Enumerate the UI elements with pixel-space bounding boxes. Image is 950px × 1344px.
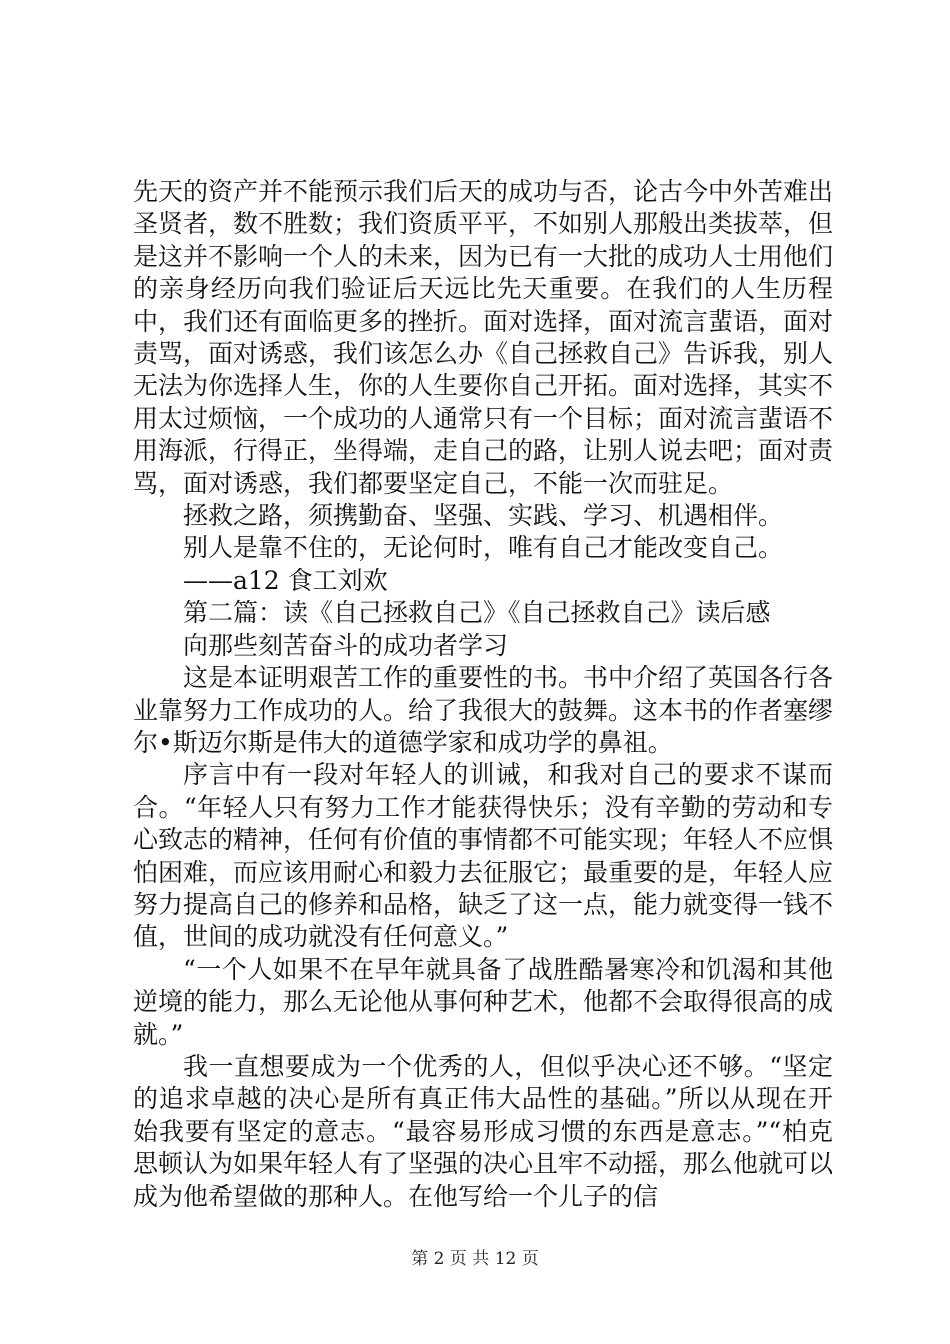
paragraph-1: 先天的资产并不能预示我们后天的成功与否，论古今中外苦难出圣贤者，数不胜数；我们资质平平，不如别人那般出类拔萃，但是这并不影响一个人的未来，因为已有一大批的成功人士用他们的亲身经历向我们验证后天远比先天重要。在我们的人生历程中，我们还有面临更多的挫折。面对选择，面对流言蜚语，面对责骂，面对诱惑，我们该怎么办《自己拯救自己》告诉我，别人无法为你选择人生，你的人生要你自己开拓。面对选择，其实不用太过烦恼，一个成功的人通常只有一个目标；面对流言蜚语不用海派，行得正，坐得端，走自己的路，让别人说去吧；面对责骂，面对诱惑，我们都要坚定自己，不能一次而驻足。 (133, 177, 834, 498)
author-signature: ——a12 食工刘欢 (183, 565, 388, 595)
section-subtitle: 向那些刻苦奋斗的成功者学习 (183, 630, 509, 660)
page-number-footer: 第 2 页 共 12 页 (411, 1249, 539, 1269)
paragraph-10: 我一直想要成为一个优秀的人，但似乎决心还不够。“坚定的追求卓越的决心是所有真正伟大品性的基础。”所以从现在开始我要有坚定的意志。“最容易形成习惯的东西是意志。”“柏克思顿认为如果年轻人有了坚强的决心且牢不动摇，那么他就可以成为他希望做的那种人。在他写给一个儿子的信 (133, 1051, 834, 1211)
paragraph-2: 拯救之路，须携勤奋、坚强、实践、学习、机遇相伴。 (183, 501, 784, 531)
paragraph-8: 序言中有一段对年轻人的训诫，和我对自己的要求不谋而合。“年轻人只有努力工作才能获得快乐；没有辛勤的劳动和专心致志的精神，任何有价值的事情都不可能实现；年轻人不应惧怕困难，而应该用耐心和毅力去征服它；最重要的是，年轻人应努力提高自己的修养和品格，缺乏了这一点，能力就变得一钱不值，世间的成功就没有任何意义。” (133, 760, 834, 952)
document-body (133, 176, 833, 1213)
section-heading: 第二篇：读《自己拯救自己》《自己拯救自己》读后感 (183, 598, 771, 628)
paragraph-7: 这是本证明艰苦工作的重要性的书。书中介绍了英国各行各业靠努力工作成功的人。给了我很大的鼓舞。这本书的作者塞缪尔•斯迈尔斯是伟大的道德学家和成功学的鼻祖。 (133, 663, 834, 757)
paragraph-9: “一个人如果不在早年就具备了战胜酷暑寒冷和饥渴和其他逆境的能力，那么无论他从事何种艺术，他都不会取得很高的成就。” (133, 954, 834, 1049)
paragraph-3: 别人是靠不住的，无论何时，唯有自己才能改变自己。 (183, 533, 784, 563)
